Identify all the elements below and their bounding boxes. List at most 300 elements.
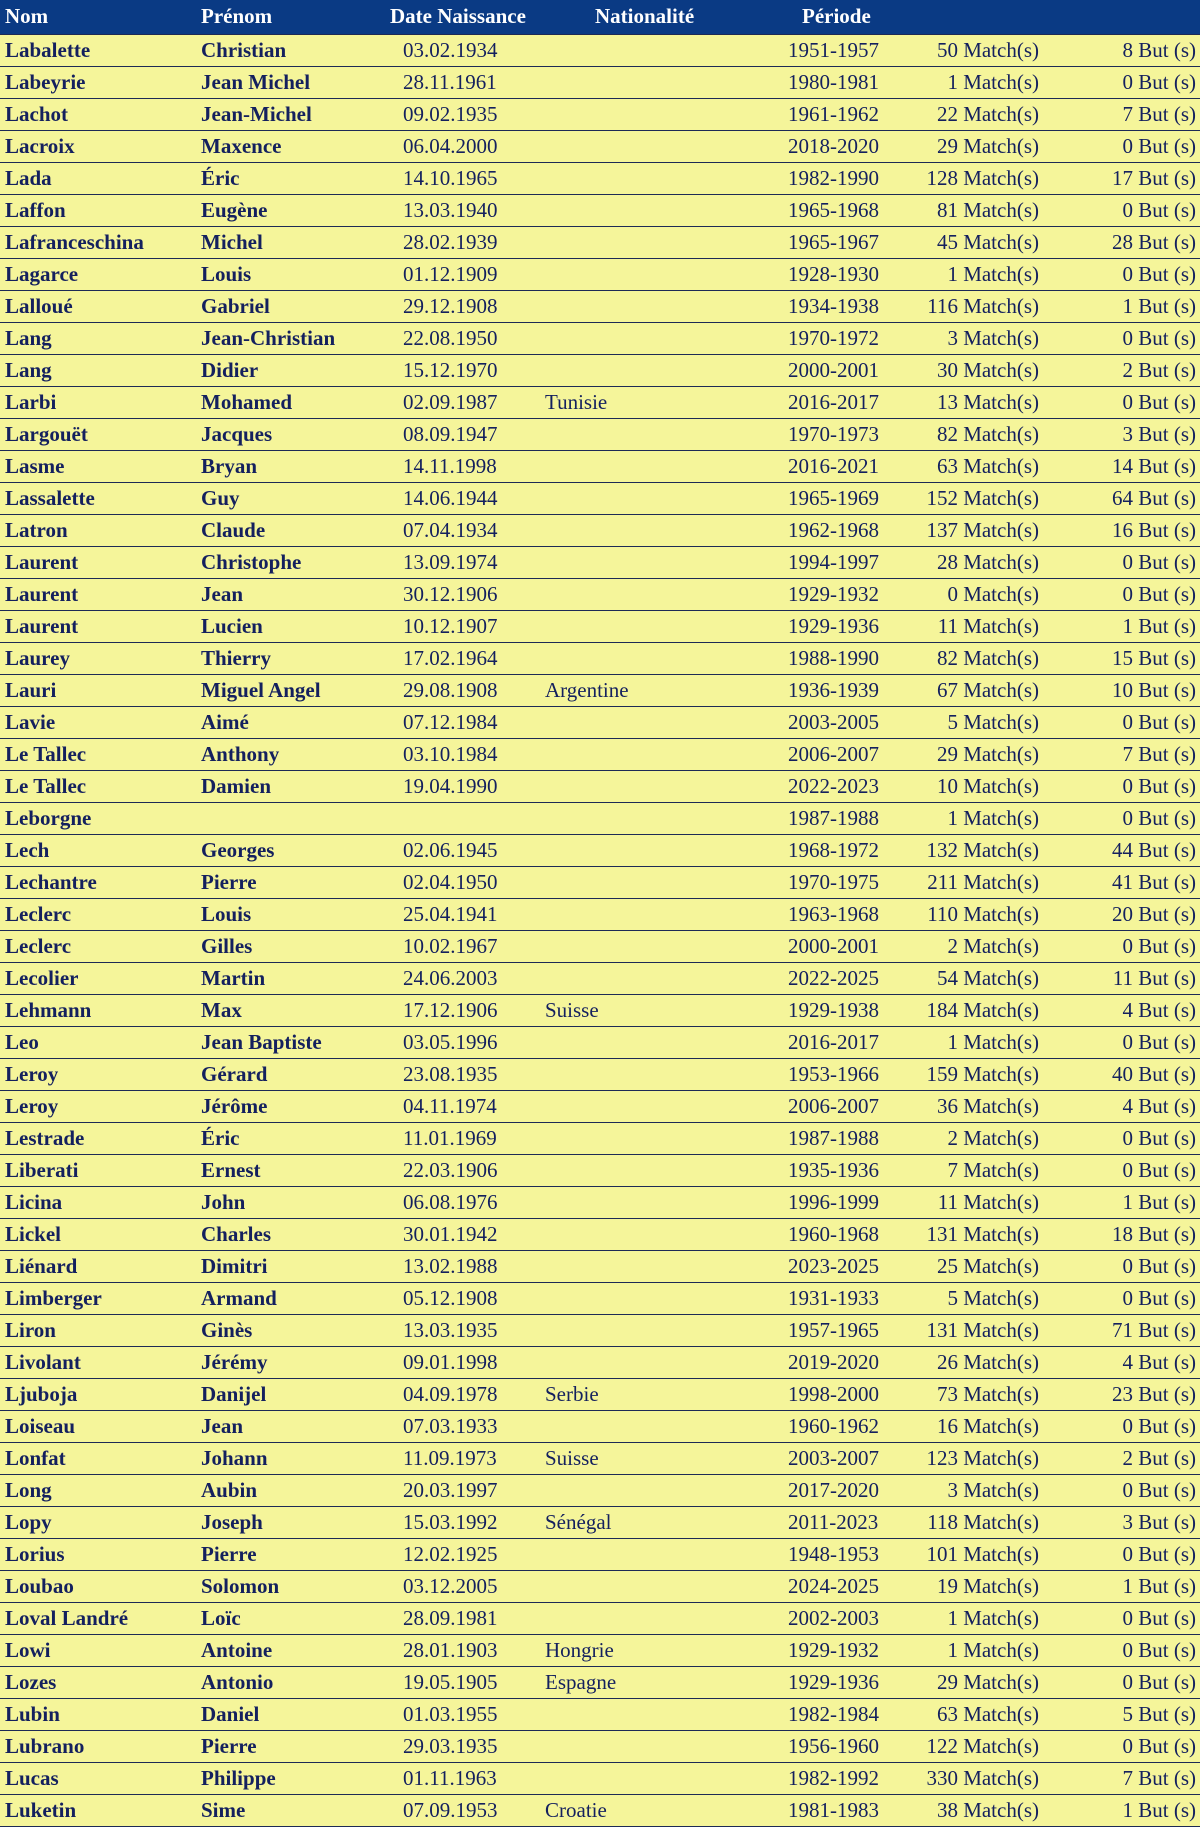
cell-matchs: 123 Match(s) — [900, 1442, 1050, 1474]
table-row — [0, 1314, 1200, 1346]
cell-nom: Lopy — [0, 1506, 200, 1538]
cell-date-naissance: 19.04.1990 — [390, 770, 545, 802]
cell-buts: 0 But (s) — [1050, 1730, 1200, 1762]
cell-matchs: 137 Match(s) — [900, 514, 1050, 546]
cell-date-naissance: 12.02.1925 — [390, 1538, 545, 1570]
cell-periode: 1934-1938 — [780, 290, 900, 322]
table-row — [0, 354, 1200, 386]
cell-nom: Leborgne — [0, 802, 200, 834]
cell-date-naissance: 19.05.1905 — [390, 1666, 545, 1698]
cell-nationalite — [545, 578, 780, 610]
cell-periode: 2016-2017 — [780, 1026, 900, 1058]
cell-matchs: 45 Match(s) — [900, 226, 1050, 258]
cell-date-naissance: 06.04.2000 — [390, 130, 545, 162]
cell-nationalite — [545, 642, 780, 674]
cell-prenom: Armand — [200, 1282, 390, 1314]
cell-nationalite — [545, 194, 780, 226]
cell-nationalite: Suisse — [545, 994, 780, 1026]
cell-nom: Lechantre — [0, 866, 200, 898]
cell-periode: 1998-2000 — [780, 1378, 900, 1410]
cell-buts: 0 But (s) — [1050, 386, 1200, 418]
cell-buts: 1 But (s) — [1050, 610, 1200, 642]
cell-matchs: 118 Match(s) — [900, 1506, 1050, 1538]
cell-periode: 1996-1999 — [780, 1186, 900, 1218]
cell-nationalite — [545, 130, 780, 162]
cell-date-naissance: 28.11.1961 — [390, 66, 545, 98]
cell-prenom — [200, 802, 390, 834]
cell-nom: Luketin — [0, 1794, 200, 1826]
cell-matchs: 81 Match(s) — [900, 194, 1050, 226]
cell-buts: 4 But (s) — [1050, 1346, 1200, 1378]
table-row — [0, 386, 1200, 418]
header-periode[interactable]: Période — [780, 0, 900, 34]
cell-nationalite: Serbie — [545, 1378, 780, 1410]
cell-nom: Laurent — [0, 610, 200, 642]
cell-date-naissance: 14.11.1998 — [390, 450, 545, 482]
cell-periode: 1982-1984 — [780, 1698, 900, 1730]
cell-nationalite — [545, 1026, 780, 1058]
cell-periode: 2023-2025 — [780, 1250, 900, 1282]
table-row — [0, 1154, 1200, 1186]
cell-nom: Laurent — [0, 546, 200, 578]
table-row — [0, 706, 1200, 738]
cell-matchs: 82 Match(s) — [900, 642, 1050, 674]
cell-matchs: 13 Match(s) — [900, 386, 1050, 418]
table-row — [0, 130, 1200, 162]
cell-nationalite — [545, 418, 780, 450]
cell-prenom: Jérémy — [200, 1346, 390, 1378]
cell-buts: 0 But (s) — [1050, 1122, 1200, 1154]
cell-periode: 2022-2023 — [780, 770, 900, 802]
cell-nom: Latron — [0, 514, 200, 546]
table-row — [0, 994, 1200, 1026]
cell-periode: 1956-1960 — [780, 1730, 900, 1762]
cell-date-naissance: 08.09.1947 — [390, 418, 545, 450]
cell-nom: Livolant — [0, 1346, 200, 1378]
cell-buts: 41 But (s) — [1050, 866, 1200, 898]
table-header — [0, 0, 1200, 34]
header-nationalite[interactable]: Nationalité — [545, 0, 780, 34]
cell-date-naissance: 13.09.1974 — [390, 546, 545, 578]
cell-date-naissance: 04.11.1974 — [390, 1090, 545, 1122]
table-row — [0, 674, 1200, 706]
cell-buts: 0 But (s) — [1050, 706, 1200, 738]
cell-date-naissance: 09.02.1935 — [390, 98, 545, 130]
table-row — [0, 418, 1200, 450]
cell-buts: 5 But (s) — [1050, 1698, 1200, 1730]
cell-periode: 1988-1990 — [780, 642, 900, 674]
cell-date-naissance: 13.03.1935 — [390, 1314, 545, 1346]
table-row — [0, 1730, 1200, 1762]
table-row — [0, 1346, 1200, 1378]
header-nom[interactable]: Nom — [0, 0, 200, 34]
table-row — [0, 322, 1200, 354]
table-row — [0, 1122, 1200, 1154]
cell-matchs: 131 Match(s) — [900, 1218, 1050, 1250]
cell-date-naissance: 11.09.1973 — [390, 1442, 545, 1474]
cell-date-naissance: 03.05.1996 — [390, 1026, 545, 1058]
cell-date-naissance: 17.02.1964 — [390, 642, 545, 674]
cell-date-naissance: 24.06.2003 — [390, 962, 545, 994]
cell-prenom: Éric — [200, 1122, 390, 1154]
cell-buts: 0 But (s) — [1050, 1410, 1200, 1442]
cell-nationalite — [545, 1282, 780, 1314]
cell-nationalite — [545, 866, 780, 898]
cell-matchs: 116 Match(s) — [900, 290, 1050, 322]
cell-matchs: 128 Match(s) — [900, 162, 1050, 194]
cell-date-naissance: 02.09.1987 — [390, 386, 545, 418]
cell-nom: Le Tallec — [0, 770, 200, 802]
cell-nationalite — [545, 930, 780, 962]
cell-nationalite — [545, 1474, 780, 1506]
cell-date-naissance: 15.03.1992 — [390, 1506, 545, 1538]
cell-nom: Labeyrie — [0, 66, 200, 98]
table-row — [0, 1058, 1200, 1090]
cell-buts: 0 But (s) — [1050, 258, 1200, 290]
cell-matchs: 82 Match(s) — [900, 418, 1050, 450]
cell-prenom: Johann — [200, 1442, 390, 1474]
cell-periode: 1981-1983 — [780, 1794, 900, 1826]
header-prenom[interactable]: Prénom — [200, 0, 390, 34]
table-row — [0, 226, 1200, 258]
cell-nom: Le Tallec — [0, 738, 200, 770]
cell-prenom: Pierre — [200, 1730, 390, 1762]
cell-nationalite — [545, 290, 780, 322]
cell-nom: Leclerc — [0, 898, 200, 930]
cell-matchs: 29 Match(s) — [900, 738, 1050, 770]
table-row — [0, 162, 1200, 194]
cell-buts: 3 But (s) — [1050, 1506, 1200, 1538]
cell-nationalite — [545, 1538, 780, 1570]
cell-date-naissance: 07.04.1934 — [390, 514, 545, 546]
cell-periode: 1953-1966 — [780, 1058, 900, 1090]
cell-buts: 1 But (s) — [1050, 290, 1200, 322]
cell-prenom: Gabriel — [200, 290, 390, 322]
cell-periode: 2000-2001 — [780, 354, 900, 386]
cell-periode: 1965-1969 — [780, 482, 900, 514]
cell-prenom: Éric — [200, 162, 390, 194]
cell-prenom: Solomon — [200, 1570, 390, 1602]
cell-nom: Larbi — [0, 386, 200, 418]
cell-periode: 1948-1953 — [780, 1538, 900, 1570]
table-row — [0, 610, 1200, 642]
cell-periode: 1929-1932 — [780, 1634, 900, 1666]
cell-periode: 1957-1965 — [780, 1314, 900, 1346]
cell-nom: Leroy — [0, 1090, 200, 1122]
cell-date-naissance: 03.12.2005 — [390, 1570, 545, 1602]
table-row — [0, 66, 1200, 98]
cell-prenom: Anthony — [200, 738, 390, 770]
cell-periode: 1935-1936 — [780, 1154, 900, 1186]
cell-nom: Limberger — [0, 1282, 200, 1314]
cell-date-naissance: 29.08.1908 — [390, 674, 545, 706]
table-row — [0, 642, 1200, 674]
cell-matchs: 67 Match(s) — [900, 674, 1050, 706]
cell-periode: 1982-1990 — [780, 162, 900, 194]
cell-buts: 0 But (s) — [1050, 1666, 1200, 1698]
cell-prenom: Martin — [200, 962, 390, 994]
cell-matchs: 22 Match(s) — [900, 98, 1050, 130]
cell-periode: 1928-1930 — [780, 258, 900, 290]
cell-nationalite — [545, 1186, 780, 1218]
cell-nom: Liénard — [0, 1250, 200, 1282]
cell-nationalite — [545, 1730, 780, 1762]
cell-nationalite — [545, 1602, 780, 1634]
cell-nationalite — [545, 354, 780, 386]
cell-date-naissance: 01.03.1955 — [390, 1698, 545, 1730]
cell-buts: 44 But (s) — [1050, 834, 1200, 866]
table-row — [0, 546, 1200, 578]
cell-nom: Long — [0, 1474, 200, 1506]
cell-matchs: 110 Match(s) — [900, 898, 1050, 930]
table-row — [0, 834, 1200, 866]
cell-date-naissance: 30.12.1906 — [390, 578, 545, 610]
cell-matchs: 184 Match(s) — [900, 994, 1050, 1026]
cell-periode: 1936-1939 — [780, 674, 900, 706]
cell-periode: 2002-2003 — [780, 1602, 900, 1634]
cell-matchs: 16 Match(s) — [900, 1410, 1050, 1442]
cell-nom: Lehmann — [0, 994, 200, 1026]
cell-periode: 2022-2025 — [780, 962, 900, 994]
cell-date-naissance: 07.03.1933 — [390, 1410, 545, 1442]
cell-periode: 1960-1968 — [780, 1218, 900, 1250]
cell-matchs: 101 Match(s) — [900, 1538, 1050, 1570]
cell-nationalite — [545, 450, 780, 482]
cell-nationalite: Tunisie — [545, 386, 780, 418]
cell-periode: 1929-1936 — [780, 1666, 900, 1698]
cell-matchs: 11 Match(s) — [900, 1186, 1050, 1218]
cell-nom: Lang — [0, 354, 200, 386]
cell-nationalite — [545, 802, 780, 834]
table-row — [0, 1410, 1200, 1442]
table-row — [0, 514, 1200, 546]
cell-nom: Leclerc — [0, 930, 200, 962]
cell-nationalite — [545, 1090, 780, 1122]
table-row — [0, 1378, 1200, 1410]
cell-date-naissance: 28.02.1939 — [390, 226, 545, 258]
cell-prenom: Jérôme — [200, 1090, 390, 1122]
cell-nationalite — [545, 1154, 780, 1186]
table-row — [0, 1666, 1200, 1698]
cell-matchs: 36 Match(s) — [900, 1090, 1050, 1122]
cell-matchs: 7 Match(s) — [900, 1154, 1050, 1186]
cell-prenom: Bryan — [200, 450, 390, 482]
cell-nationalite — [545, 1570, 780, 1602]
table-row — [0, 1026, 1200, 1058]
cell-nom: Laurent — [0, 578, 200, 610]
cell-prenom: Pierre — [200, 1538, 390, 1570]
cell-nom: Lachot — [0, 98, 200, 130]
cell-nom: Lecolier — [0, 962, 200, 994]
table-body — [0, 34, 1200, 1826]
cell-nationalite — [545, 98, 780, 130]
cell-periode: 1994-1997 — [780, 546, 900, 578]
cell-nationalite — [545, 226, 780, 258]
cell-date-naissance: 14.10.1965 — [390, 162, 545, 194]
table-row — [0, 1602, 1200, 1634]
cell-nom: Lauri — [0, 674, 200, 706]
cell-nom: Lang — [0, 322, 200, 354]
cell-buts: 23 But (s) — [1050, 1378, 1200, 1410]
cell-date-naissance: 02.06.1945 — [390, 834, 545, 866]
cell-date-naissance: 04.09.1978 — [390, 1378, 545, 1410]
header-buts — [1050, 0, 1200, 34]
cell-periode: 2003-2007 — [780, 1442, 900, 1474]
cell-date-naissance: 11.01.1969 — [390, 1122, 545, 1154]
cell-periode: 2016-2017 — [780, 386, 900, 418]
cell-nationalite — [545, 1250, 780, 1282]
cell-periode: 1965-1968 — [780, 194, 900, 226]
cell-periode: 1968-1972 — [780, 834, 900, 866]
cell-buts: 10 But (s) — [1050, 674, 1200, 706]
cell-prenom: Aimé — [200, 706, 390, 738]
header-matchs — [900, 0, 1050, 34]
cell-date-naissance: 03.02.1934 — [390, 34, 545, 66]
cell-periode: 1970-1973 — [780, 418, 900, 450]
cell-periode: 2006-2007 — [780, 738, 900, 770]
cell-matchs: 29 Match(s) — [900, 130, 1050, 162]
cell-nationalite: Espagne — [545, 1666, 780, 1698]
cell-periode: 1931-1933 — [780, 1282, 900, 1314]
cell-matchs: 25 Match(s) — [900, 1250, 1050, 1282]
cell-buts: 0 But (s) — [1050, 770, 1200, 802]
cell-nom: Lalloué — [0, 290, 200, 322]
cell-prenom: Guy — [200, 482, 390, 514]
cell-nom: Lasme — [0, 450, 200, 482]
cell-nationalite: Sénégal — [545, 1506, 780, 1538]
cell-matchs: 152 Match(s) — [900, 482, 1050, 514]
cell-prenom: Antoine — [200, 1634, 390, 1666]
cell-date-naissance: 07.09.1953 — [390, 1794, 545, 1826]
cell-nom: Laurey — [0, 642, 200, 674]
table-row — [0, 1090, 1200, 1122]
cell-prenom: Aubin — [200, 1474, 390, 1506]
cell-matchs: 1 Match(s) — [900, 66, 1050, 98]
cell-buts: 0 But (s) — [1050, 1154, 1200, 1186]
cell-periode: 1929-1938 — [780, 994, 900, 1026]
cell-prenom: John — [200, 1186, 390, 1218]
cell-matchs: 26 Match(s) — [900, 1346, 1050, 1378]
cell-prenom: Jean Baptiste — [200, 1026, 390, 1058]
cell-nom: Lowi — [0, 1634, 200, 1666]
cell-nationalite — [545, 1410, 780, 1442]
cell-buts: 0 But (s) — [1050, 546, 1200, 578]
cell-nom: Largouët — [0, 418, 200, 450]
cell-nom: Leo — [0, 1026, 200, 1058]
cell-nom: Leroy — [0, 1058, 200, 1090]
cell-periode: 1970-1972 — [780, 322, 900, 354]
cell-nom: Lagarce — [0, 258, 200, 290]
cell-nom: Liberati — [0, 1154, 200, 1186]
cell-date-naissance: 10.02.1967 — [390, 930, 545, 962]
cell-prenom: Jean Michel — [200, 66, 390, 98]
cell-nationalite: Argentine — [545, 674, 780, 706]
cell-nom: Lorius — [0, 1538, 200, 1570]
cell-nationalite — [545, 514, 780, 546]
cell-matchs: 11 Match(s) — [900, 610, 1050, 642]
cell-matchs: 5 Match(s) — [900, 1282, 1050, 1314]
cell-periode: 1970-1975 — [780, 866, 900, 898]
cell-nom: Laffon — [0, 194, 200, 226]
cell-prenom: Gérard — [200, 1058, 390, 1090]
table-row — [0, 738, 1200, 770]
cell-periode: 2003-2005 — [780, 706, 900, 738]
cell-prenom: Antonio — [200, 1666, 390, 1698]
cell-periode: 2011-2023 — [780, 1506, 900, 1538]
cell-date-naissance: 29.03.1935 — [390, 1730, 545, 1762]
header-row — [0, 0, 1200, 34]
cell-nationalite: Hongrie — [545, 1634, 780, 1666]
cell-matchs: 30 Match(s) — [900, 354, 1050, 386]
cell-prenom: Pierre — [200, 866, 390, 898]
cell-matchs: 1 Match(s) — [900, 802, 1050, 834]
cell-periode: 1980-1981 — [780, 66, 900, 98]
cell-date-naissance: 02.04.1950 — [390, 866, 545, 898]
cell-nationalite — [545, 1122, 780, 1154]
cell-date-naissance: 23.08.1935 — [390, 1058, 545, 1090]
cell-matchs: 131 Match(s) — [900, 1314, 1050, 1346]
table-row — [0, 450, 1200, 482]
cell-nationalite — [545, 1346, 780, 1378]
cell-nom: Loval Landré — [0, 1602, 200, 1634]
table-row — [0, 1570, 1200, 1602]
cell-nom: Lonfat — [0, 1442, 200, 1474]
cell-periode: 2016-2021 — [780, 450, 900, 482]
cell-periode: 1961-1962 — [780, 98, 900, 130]
cell-periode: 1965-1967 — [780, 226, 900, 258]
cell-matchs: 1 Match(s) — [900, 258, 1050, 290]
cell-date-naissance: 13.02.1988 — [390, 1250, 545, 1282]
table-row — [0, 258, 1200, 290]
cell-nationalite — [545, 66, 780, 98]
cell-nom: Labalette — [0, 34, 200, 66]
cell-periode: 1951-1957 — [780, 34, 900, 66]
cell-buts: 0 But (s) — [1050, 66, 1200, 98]
cell-nationalite — [545, 1058, 780, 1090]
cell-date-naissance: 03.10.1984 — [390, 738, 545, 770]
cell-buts: 71 But (s) — [1050, 1314, 1200, 1346]
header-date-naissance[interactable]: Date Naissance — [390, 0, 545, 34]
table-row — [0, 290, 1200, 322]
cell-nationalite — [545, 898, 780, 930]
cell-buts: 7 But (s) — [1050, 1762, 1200, 1794]
cell-prenom: Jean — [200, 1410, 390, 1442]
cell-buts: 0 But (s) — [1050, 194, 1200, 226]
cell-buts: 20 But (s) — [1050, 898, 1200, 930]
cell-nationalite — [545, 162, 780, 194]
table-row — [0, 98, 1200, 130]
table-row — [0, 1698, 1200, 1730]
table-row — [0, 194, 1200, 226]
cell-buts: 40 But (s) — [1050, 1058, 1200, 1090]
cell-prenom: Eugène — [200, 194, 390, 226]
cell-nationalite — [545, 610, 780, 642]
cell-date-naissance: 29.12.1908 — [390, 290, 545, 322]
cell-buts: 1 But (s) — [1050, 1570, 1200, 1602]
table-row — [0, 1282, 1200, 1314]
cell-matchs: 50 Match(s) — [900, 34, 1050, 66]
table-row — [0, 1250, 1200, 1282]
cell-prenom: Dimitri — [200, 1250, 390, 1282]
cell-nom: Lavie — [0, 706, 200, 738]
cell-matchs: 38 Match(s) — [900, 1794, 1050, 1826]
cell-buts: 0 But (s) — [1050, 1282, 1200, 1314]
table-row — [0, 1442, 1200, 1474]
cell-date-naissance: 22.03.1906 — [390, 1154, 545, 1186]
cell-matchs: 159 Match(s) — [900, 1058, 1050, 1090]
cell-buts: 64 But (s) — [1050, 482, 1200, 514]
cell-buts: 0 But (s) — [1050, 1634, 1200, 1666]
